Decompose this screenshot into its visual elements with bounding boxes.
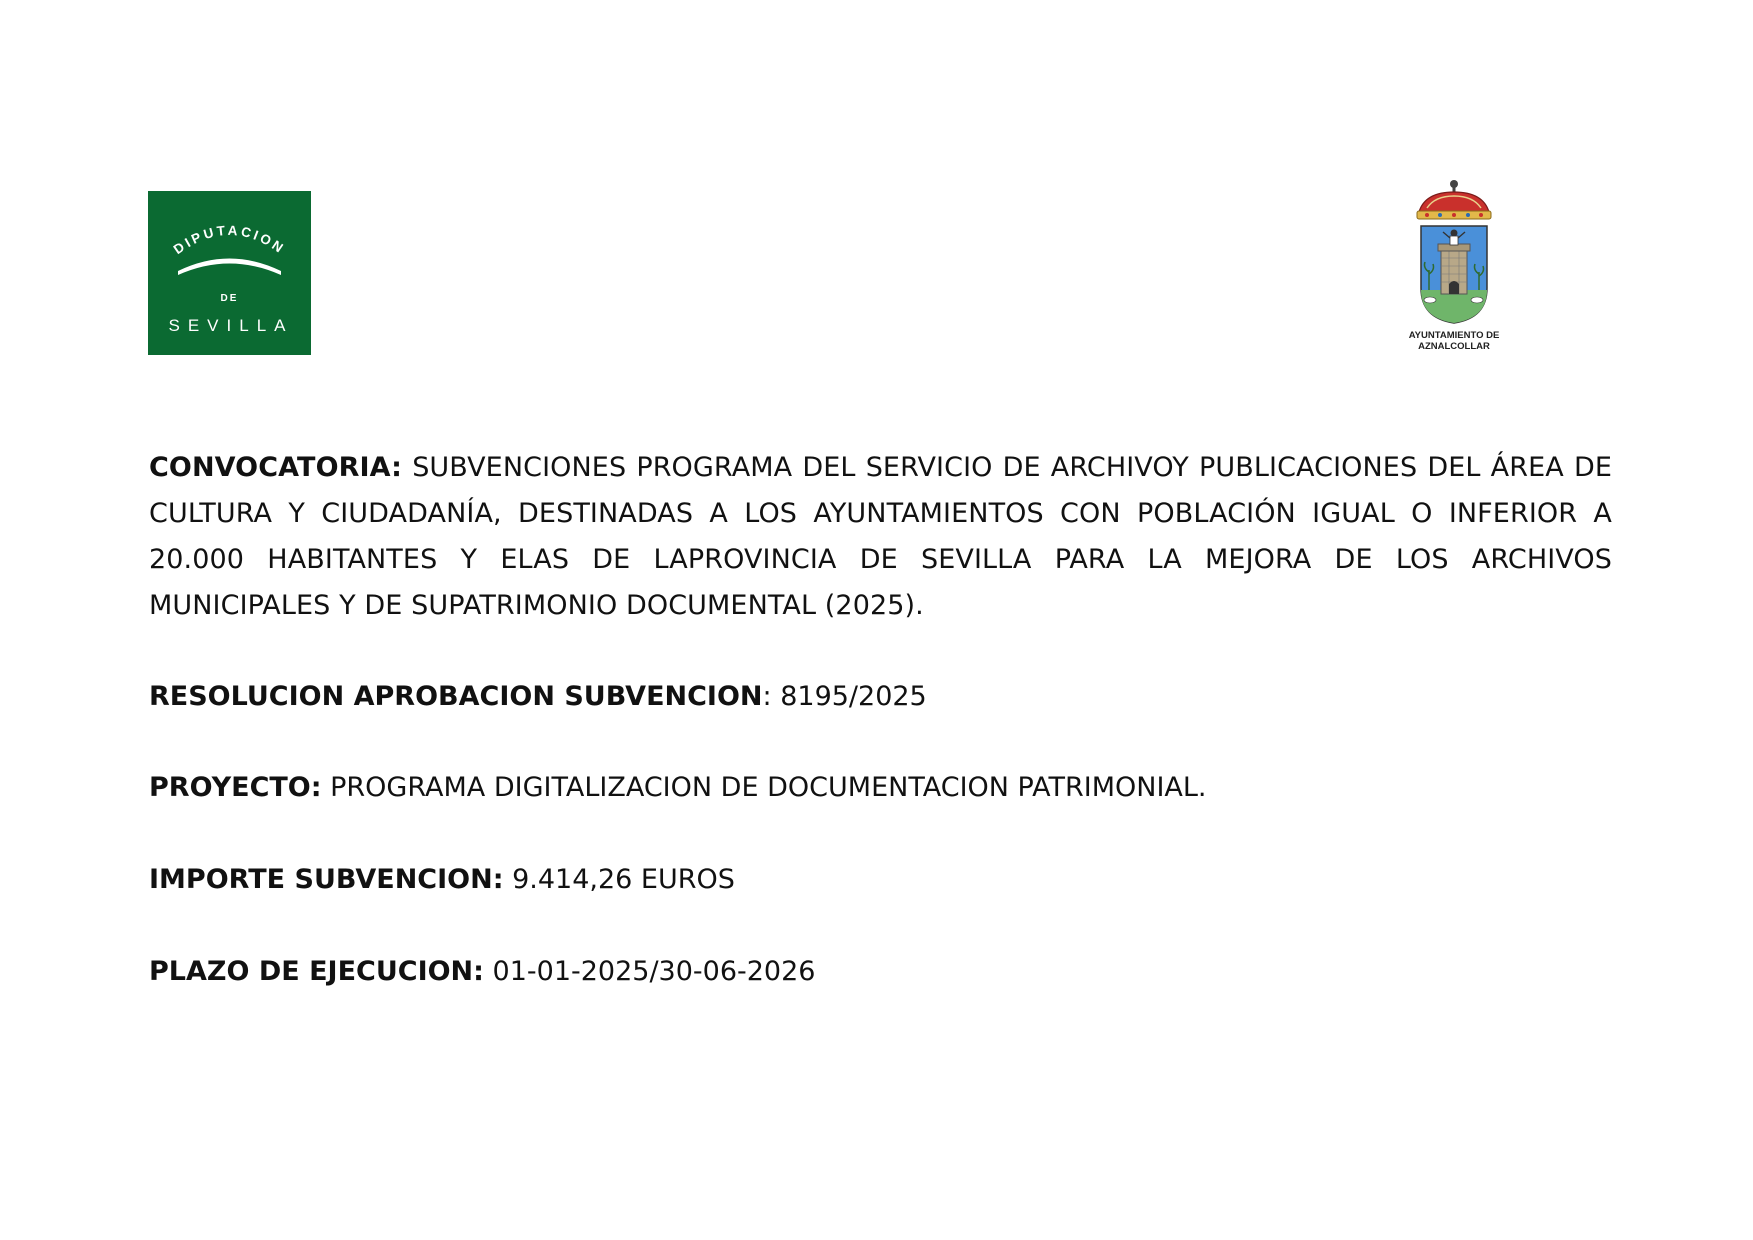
caption-line-2: AZNALCOLLAR bbox=[1418, 341, 1490, 352]
importe-label: IMPORTE SUBVENCION: bbox=[149, 864, 504, 895]
proyecto-paragraph bbox=[149, 765, 1612, 811]
importe-text: 9.414,26 EUROS bbox=[503, 864, 735, 895]
diputacion-sevilla-logo bbox=[148, 191, 311, 355]
plazo-text: 01-01-2025/30-06-2026 bbox=[483, 956, 816, 987]
resolucion-paragraph bbox=[149, 674, 1612, 720]
logo-text-bottom: SEVILLA bbox=[168, 316, 294, 335]
plazo-label: PLAZO DE EJECUCION: bbox=[149, 956, 484, 987]
importe-paragraph bbox=[149, 857, 1612, 903]
convocatoria-text: SUBVENCIONES PROGRAMA DEL SERVICIO DE ARCHIVOY PUBLICACIONES DEL ÁREA DE CULTURA Y CIUDADANÍA, DESTINADAS A LOS AYUNTAMIENTOS CON POBLACIÓN IGUAL O INFERIOR A 20.000 HABITANTES Y ELAS DE LAPROVINCIA DE SEVILLA PARA LA MEJORA DE LOS ARCHIVOS MUNICIPALES Y DE SUPATRIMONIO DOCUMENTAL (2025). bbox=[149, 452, 1612, 621]
plazo-paragraph bbox=[149, 949, 1612, 995]
proyecto-text: PROGRAMA DIGITALIZACION DE DOCUMENTACION PATRIMONIAL. bbox=[321, 772, 1207, 803]
aznalcollar-coat-of-arms bbox=[1405, 178, 1503, 356]
resolucion-label: RESOLUCION APROBACION SUBVENCION bbox=[149, 681, 763, 712]
crown-icon bbox=[1417, 180, 1491, 219]
convocatoria-paragraph bbox=[149, 445, 1612, 629]
logo-text-mid: DE bbox=[220, 293, 239, 304]
proyecto-label: PROYECTO: bbox=[149, 772, 322, 803]
resolucion-text: : 8195/2025 bbox=[762, 681, 927, 712]
coat-of-arms-caption bbox=[1405, 330, 1503, 352]
coat-of-arms-icon bbox=[1405, 178, 1503, 328]
logo-text-top: DIPUTACION bbox=[170, 222, 289, 258]
shield-icon bbox=[1421, 226, 1487, 323]
document-body bbox=[149, 445, 1612, 995]
convocatoria-label: CONVOCATORIA: bbox=[149, 452, 403, 483]
caption-line-1: AYUNTAMIENTO DE bbox=[1408, 330, 1500, 341]
